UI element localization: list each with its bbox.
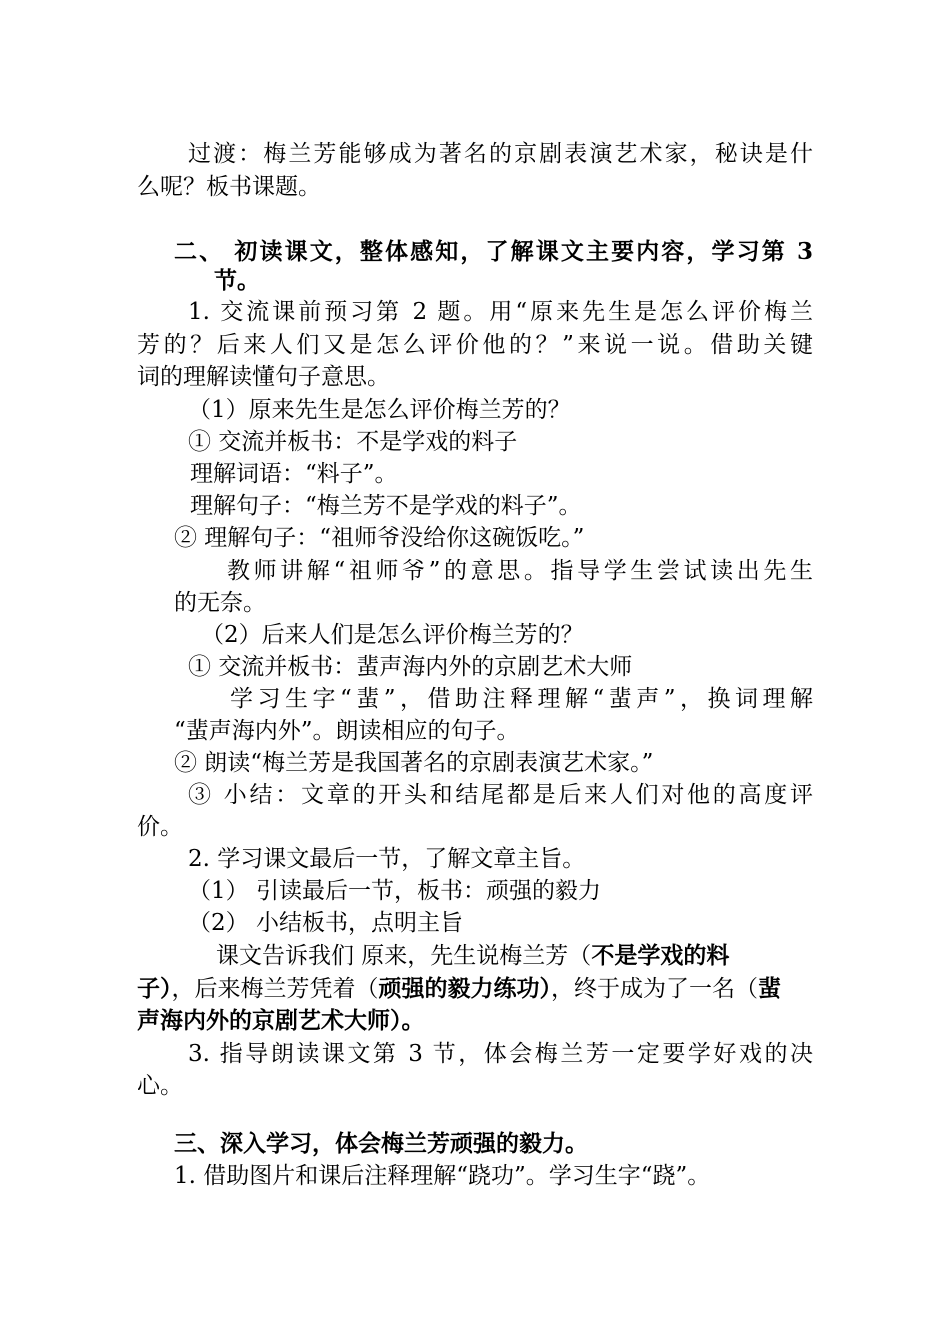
s2-point-3-line-2: 心。	[137, 1073, 183, 1099]
summary-text: ，终于成为了一名（	[551, 976, 758, 1002]
summary-emphasis: 子）	[137, 975, 172, 1002]
s2-q1-item-d: ② 理解句子：“祖师爷没给你这碗饭吃。”	[174, 525, 585, 551]
s2-q2-item-a: ① 交流并板书：蜚声海内外的京剧艺术大师	[188, 654, 633, 680]
section-2-heading-line-1: 二、 初读课文，整体感知，了解课文主要内容，学习第 3	[174, 238, 813, 265]
s2-p1-line-2: 芳的？后来人们又是怎么评价他的？”来说一说。借助关键	[137, 332, 813, 358]
section-2-heading-line-2: 节。	[214, 267, 260, 294]
summary-emphasis: 不是学戏的料	[591, 942, 730, 969]
summary-emphasis: 顽强的毅力练功）	[378, 975, 551, 1002]
s2-q1-item-e-line-2: 的无奈。	[174, 590, 266, 616]
s2-point-2: 2. 学习课文最后一节，了解文章主旨。	[188, 846, 586, 872]
summary-text: ，后来梅兰芳凭着（	[171, 976, 379, 1002]
s2-point-2-b: （2） 小结板书，点明主旨	[188, 910, 463, 936]
s2-q2-item-b-line-1: 学习生字“蜚”，借助注释理解“蜚声”，换词理解	[230, 686, 813, 712]
s2-summary-line-2	[137, 974, 781, 1004]
s2-q2-item-d-line-2: 价。	[137, 814, 183, 840]
s3-point-1: 1. 借助图片和课后注释理解“跷功”。学习生字“跷”。	[174, 1163, 711, 1189]
s2-q2-item-d-line-1: ③ 小结：文章的开头和结尾都是后来人们对他的高度评	[188, 782, 813, 808]
s2-point-2-a: （1） 引读最后一节，板书：顽强的毅力	[188, 878, 601, 904]
summary-emphasis: 蜚	[758, 975, 781, 1002]
section-3-heading: 三、深入学习，体会梅兰芳顽强的毅力。	[174, 1130, 588, 1157]
intro-line-1: 过渡：梅兰芳能够成为著名的京剧表演艺术家，秘诀是什	[188, 141, 813, 167]
s2-q1-item-e-line-1: 教师讲解“祖师爷”的意思。指导学生尝试读出先生	[227, 558, 813, 584]
s2-q2-item-c: ② 朗读“梅兰芳是我国著名的京剧表演艺术家。”	[174, 750, 654, 776]
s2-q1-item-a: ① 交流并板书：不是学戏的料子	[188, 429, 518, 455]
summary-text: 课文告诉我们 原来，先生说梅兰芳（	[216, 943, 592, 969]
s2-summary-line-1	[216, 941, 729, 971]
s2-question-1: （1）原来先生是怎么评价梅兰芳的？	[188, 397, 571, 423]
s2-point-3-line-1: 3. 指导朗读课文第 3 节，体会梅兰芳一定要学好戏的决	[188, 1041, 813, 1067]
intro-line-2: 么呢？板书课题。	[137, 174, 321, 200]
s2-q2-item-b-line-2: “蜚声海内外”。朗读相应的句子。	[174, 718, 520, 744]
s2-p1-line-1: 1. 交流课前预习第 2 题。用“原来先生是怎么评价梅兰	[188, 299, 813, 325]
s2-summary-line-3: 声海内外的京剧艺术大师）。	[137, 1007, 425, 1034]
s2-p1-line-3: 词的理解读懂句子意思。	[137, 364, 390, 390]
s2-question-2: （2）后来人们是怎么评价梅兰芳的？	[201, 622, 584, 648]
s2-q1-item-c: 理解句子：“梅兰芳不是学戏的料子”。	[190, 493, 582, 519]
s2-q1-item-b: 理解词语：“料子”。	[190, 461, 398, 487]
